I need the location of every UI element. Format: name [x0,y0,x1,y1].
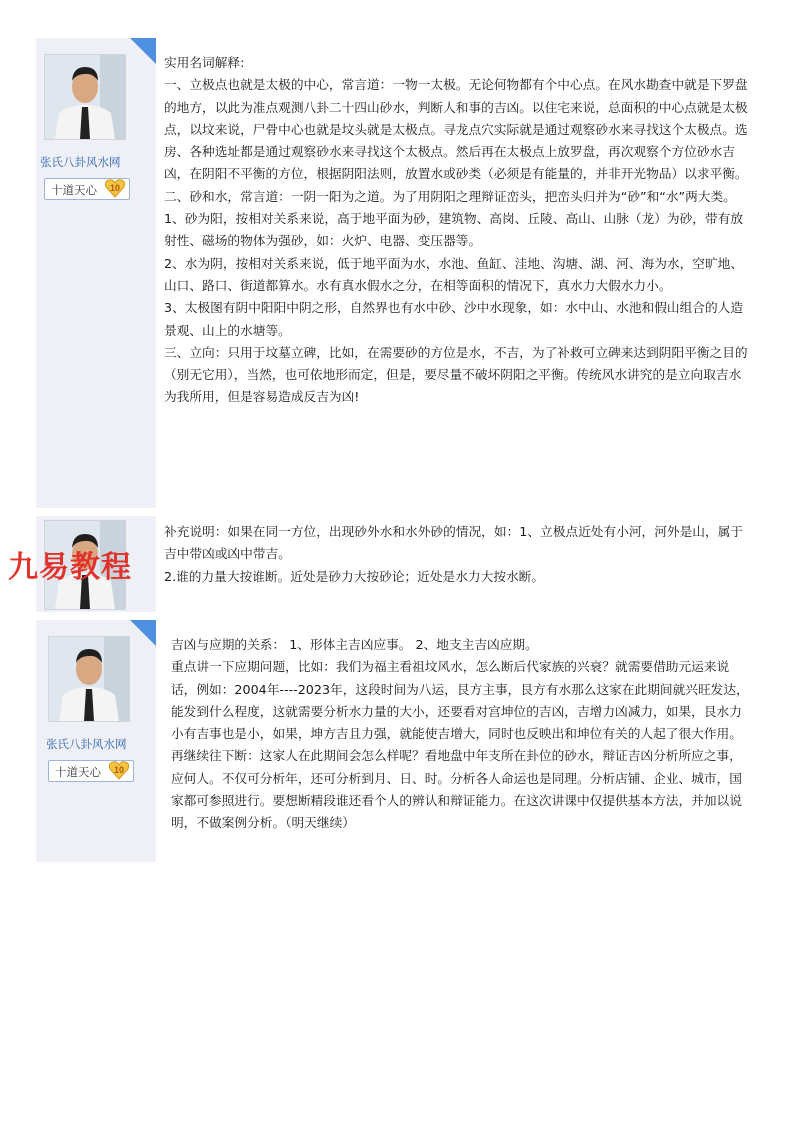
level-heart-icon [108,760,130,780]
post-3-content [171,634,749,835]
avatar-photo [45,55,125,139]
paragraph: 2.谁的力量大按谁断。近处是砂力大按砂论；近处是水力大按水断。 [164,568,545,584]
avatar[interactable] [48,636,130,722]
author-sidebar [36,38,156,508]
paragraph: 实用名词解释: [164,55,245,70]
rank-level: 10 [113,765,125,775]
watermark: 九易教程 [8,550,132,585]
paragraph: 2、水为阴，按相对关系来说，低于地平面为水，水池、鱼缸、洼地、沟塘、湖、河、海为水，空旷地、山口、路口、街道都算水。水有真水假水之分，在相等面积的情况下，真水力大假水力小。 [164,255,744,293]
level-heart-icon [104,178,126,198]
author-sidebar [36,620,156,862]
rank-level: 10 [109,183,121,193]
op-badge [130,38,156,64]
rank-label: 十道天心 [55,765,101,779]
post-3 [36,620,756,862]
op-badge [130,620,156,646]
rank-badge [48,760,134,782]
paragraph: 3、太极图有阴中阳阳中阴之形，自然界也有水中砂、沙中水现象，如：水中山、水池和假山组合的人造景观、山上的水塘等。 [164,300,744,338]
rank-label: 十道天心 [51,183,97,197]
paragraph: 吉凶与应期的关系： 1、形体主吉凶应事。 2、地支主吉凶应期。 [171,637,538,652]
post-1 [36,38,756,508]
paragraph: 一、立极点也就是太极的中心，常言道：一物一太极。无论何物都有个中心点。在风水勘查中就是下罗盘的地方，以此为准点观测八卦二十四山砂水，判断人和事的吉凶。以住宅来说，总面积的中心点就是太极点，以坟来说，尸骨中心也就是坟头就是太极点。寻龙点穴实际就是通过观察砂水来寻找这个太极点。选房、各种选址都是通过观察砂水来寻找这个太极点。然后再在太极点上放罗盘，再次观察个方位砂水吉凶，在阴阳不平衡的方位，根据阴阳法则，放置水或砂类（必须是有能量的，并非开光物品）以求平衡。 [164,77,748,182]
avatar-photo [49,637,129,721]
paragraph: 补充说明：如果在同一方位，出现砂外水和水外砂的情况，如：1、立极点近处有小河，河外是山，属于吉中带凶或凶中带吉。 [164,524,744,562]
paragraph: 1、砂为阳，按相对关系来说，高于地平面为砂，建筑物、高岗、丘陵、高山、山脉（龙）为砂，带有放射性、磁场的物体为强砂，如：火炉、电器、变压器等。 [164,211,744,249]
rank-badge [44,178,130,200]
paragraph: 三、立向：只用于坟墓立碑，比如，在需要砂的方位是水，不吉，为了补救可立碑来达到阴阳平衡之目的（别无它用），当然，也可依地形而定，但是，要尽量不破坏阴阳之平衡。传统风水讲究的是立向取吉水为我所用，但是容易造成反吉为凶! [164,344,748,405]
author-name[interactable]: 张氏八卦风水网 [40,155,121,169]
avatar[interactable] [44,54,126,140]
post-1-content [164,52,749,409]
post-2 [36,516,756,612]
author-name[interactable]: 张氏八卦风水网 [46,737,127,751]
paragraph: 重点讲一下应期问题，比如：我们为福主看祖坟风水，怎么断后代家族的兴衰？就需要借助元运来说话，例如：2004年----2023年，这段时间为八运，艮方主事，艮方有水那么这家在此期间就兴旺发达，能发到什么程度，这就需要分析水力量的大小，还要看对宫坤位的吉凶，吉增力凶减力，如果，艮水力小有吉事也是小，如果，坤方吉且力强，就能使吉增大，同时也反映出和坤位有关的人起了很大作用。再继续往下断：这家人在此期间会怎么样呢？看地盘中年支所在卦位的砂水，辩证吉凶分析所应之事，应何人。不仅可分析年，还可分析到月、日、时。分析各人命运也是同理。分析店铺、企业、城市，国家都可参照进行。要想断精段谁还看个人的辨认和辩证能力。在这次讲课中仅提供基本方法，并加以说明，不做案例分析。（明天继续） [171,659,749,831]
paragraph: 二、砂和水，常言道：一阴一阳为之道。为了用阴阳之理辩证峦头，把峦头归并为“砂”和“水”两大类。 [164,188,736,204]
post-2-content [164,521,749,588]
